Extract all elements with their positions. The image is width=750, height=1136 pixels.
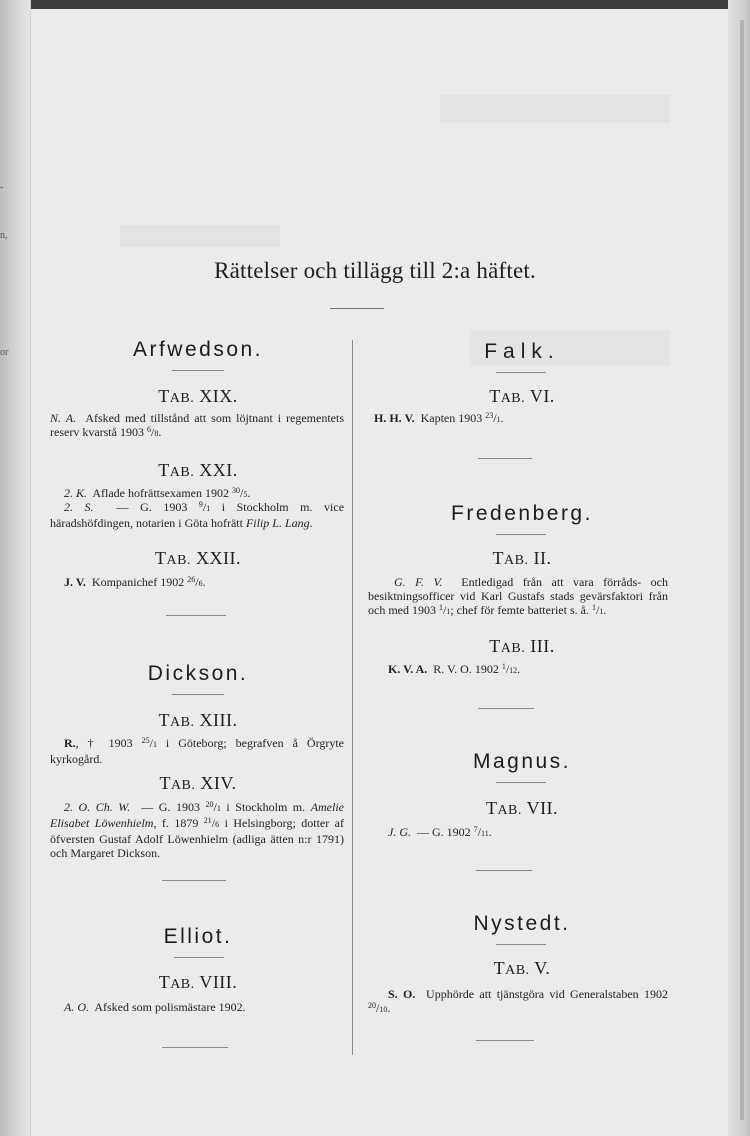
section-rule [162,1047,228,1048]
date-numerator: 30 [231,486,240,495]
table-heading: TAB. V. [493,958,551,978]
entry-body-end: Afsked som polismästare 1902. [94,1000,246,1014]
entry-key: J. G. [388,825,411,839]
table-heading: TAB. XIX. [158,386,238,406]
table-heading: TAB. XIV. [159,773,237,793]
date-denominator: 1 [599,607,604,616]
table-heading: TAB. VII. [485,798,559,818]
date-denominator: 1 [446,607,451,616]
heading-rule [496,782,546,783]
family-heading-arfwedson: Arfwedson. [132,338,264,361]
date-numerator: 1 [439,603,443,612]
family-heading-elliot: Elliot. [163,925,233,948]
entry-text: J. G. — G. 1902 $^7$/11. [388,825,492,839]
entry-body: — G. 1903 [116,500,199,514]
entry-key: A. O. [64,1000,89,1014]
date-numerator: 25 [141,736,150,745]
entry-text: H. H. V. Kapten 1903 $^{23}$/1. [374,411,504,425]
date-numerator: 23 [485,411,494,420]
table-heading: TAB. VIII. [158,972,238,992]
entry-body: ; chef för femte batteriet s. å. [450,603,592,617]
family-heading-nystedt: Nystedt. [473,912,571,935]
entry-key: 2. K. [64,486,88,500]
entry-body: — G. 1903 [141,800,206,814]
date-denominator: 1 [206,504,211,513]
heading-rule [496,534,546,535]
table-heading: TAB. III. [489,636,555,656]
entry-body: Kompanichef 1902 [91,575,188,589]
family-heading-dickson: Dickson. [147,662,249,685]
date-numerator: 1 [591,603,596,612]
entry-text: 2. O. Ch. W. — G. 1903 $^{20}$/1 i Stockholm m. Amelie Elisabet Löwenhielm, f. 1879 $^{21}$/6 i Helsingborg; dotter af öfversten Gustaf Adolf Löwenhielm (adliga ätten n:r 1791) och Margaret Dickson. [50,800,345,860]
date-denominator: 1 [152,740,157,749]
entry-key: G. F. V. [394,575,443,589]
entry-body-end: . [387,1001,391,1015]
section-rule [478,708,534,709]
page-binding-edge [0,0,31,1136]
entry-body-end: i Helsingborg; dotter af öfversten Gustaf Adolf Löwenhielm (adliga ätten n:r 1791) och Margaret Dickson. [50,816,344,860]
entry-italic-name: Filip L. Lang [245,516,310,530]
entry-key: K. V. A. [388,662,428,676]
date-numerator: 20 [205,800,214,809]
entry-body-end: . [603,603,607,617]
page-top-edge [0,0,750,9]
entry-body: Upphörde att tjänstgöra vid Generalstaben 1902 [426,987,669,1001]
date-denominator: 10 [379,1005,388,1014]
entry-text [50,1000,344,1014]
date-numerator: 20 [368,1001,376,1010]
margin-mark: - [0,182,4,193]
entry-text: K. V. A. R. V. O. 1902 $^1$/12. [388,662,521,676]
column-divider [352,340,353,1055]
section-rule [162,880,226,881]
entry-text: J. V. Kompanichef 1902 $^{26}$/6. [64,575,206,589]
entry-body: , † 1903 [75,736,142,750]
entry-body: Entledigad från att vara förråds- och besiktningsofficer vid Karl Gustafs stads gevärsfaktori från och med 1903 [368,575,668,617]
entry-body: , f. 1879 [153,816,204,830]
entry-text: G. F. V. Entledigad från att vara förråds- och besiktningsofficer vid Karl Gustafs stads gevärsfaktori från och med 1903 $^1$/1; chef för femte batteriet s. å. $^1$/1. [368,575,668,617]
entry-body: Afsked med tillstånd att som löjtnant i regementets reserv kvarstå 1903 [50,411,344,439]
date-denominator: 5 [243,490,248,499]
section-rule [476,1040,534,1041]
entry-text: 2. K. Aflade hofrättsexamen 1902 $^{30}$/5. [64,486,251,500]
entry-text: S. O. Upphörde att tjänstgöra vid Generalstaben 1902 $^{20}$/10. [368,987,669,1015]
title-rule [330,308,384,309]
date-denominator: 1 [216,804,221,813]
entry-body-end: . [517,662,521,676]
date-numerator: 7 [473,825,478,834]
family-heading-falk: Falk. [484,340,560,363]
section-rule [476,870,532,871]
entry-key: S. O. [388,987,416,1001]
entry-body-end: i Göteborg; begrafven å Örgryte kyrkogård. [50,736,345,766]
entry-text: 2. S. — G. 1903 $^9$/1 i Stockholm m. vice häradshöfdingen, notarien i Göta hofrätt Filip L. Lang. [50,500,345,530]
heading-rule [172,694,224,695]
entry-body-end: . [309,516,313,530]
entry-text: N. A. Afsked med tillstånd att som löjtnant i regementets reserv kvarstå 1903 $^6$/8. [50,411,344,439]
table-heading: TAB. II. [492,548,552,568]
entry-body-end: . [202,575,206,589]
table-heading: TAB. XXI. [158,460,238,480]
heading-rule [496,944,546,945]
section-rule [478,458,532,459]
heading-rule [496,372,546,373]
section-rule [166,615,226,616]
date-numerator: 21 [203,816,212,825]
date-denominator: 6 [198,579,203,588]
entry-body: Kapten 1903 [420,411,486,425]
table-heading: TAB. VI. [489,386,555,406]
family-heading-fredenberg: Fredenberg. [451,502,593,525]
page-title: Rättelser och tillägg till 2:a häftet. [214,258,536,283]
date-denominator: 12 [509,666,518,675]
table-heading: TAB. XXII. [155,548,241,568]
entry-body-end: . [158,425,162,439]
entry-body: Aflade hofrättsexamen 1902 [92,486,232,500]
entry-text: R., † 1903 $^{25}$/1 i Göteborg; begrafven å Örgryte kyrkogård. [50,736,345,766]
page-right-edge [728,0,750,1136]
entry-key: H. H. V. [374,411,415,425]
bleed-through-shade [120,225,280,247]
entry-key: R. [64,736,76,750]
margin-mark: or [0,347,9,358]
date-denominator: 1 [496,415,501,424]
date-numerator: 26 [187,575,196,584]
entry-body-end: . [488,825,492,839]
entry-key: 2. O. Ch. W. [64,800,131,814]
date-denominator: 11 [481,829,489,838]
entry-body: i Stockholm m. vice häradshöfdingen, notarien i Göta hofrätt [50,500,345,530]
entry-body-end: . [500,411,504,425]
entry-body: — G. 1902 [417,825,474,839]
margin-mark: n, [0,230,8,241]
date-denominator: 8 [154,429,159,438]
entry-italic-name: Amelie Elisabet Löwenhielm [50,800,345,830]
entry-body: i Stockholm m. [220,800,311,814]
entry-key: 2. S. [64,500,94,514]
entry-key: J. V. [64,575,86,589]
table-heading: TAB. XIII. [158,710,238,730]
entry-body: R. V. O. 1902 [433,662,502,676]
bleed-through-shade [440,95,670,123]
heading-rule [172,370,224,371]
entry-key: N. A. [50,411,77,425]
heading-rule [174,957,224,958]
date-denominator: 6 [215,820,220,829]
entry-body-end: . [247,486,251,500]
date-numerator: 6 [146,425,151,434]
page-right-strip [740,20,744,1120]
family-heading-magnus: Magnus. [472,750,572,773]
date-numerator: 9 [198,500,203,509]
date-numerator: 1 [501,662,506,671]
